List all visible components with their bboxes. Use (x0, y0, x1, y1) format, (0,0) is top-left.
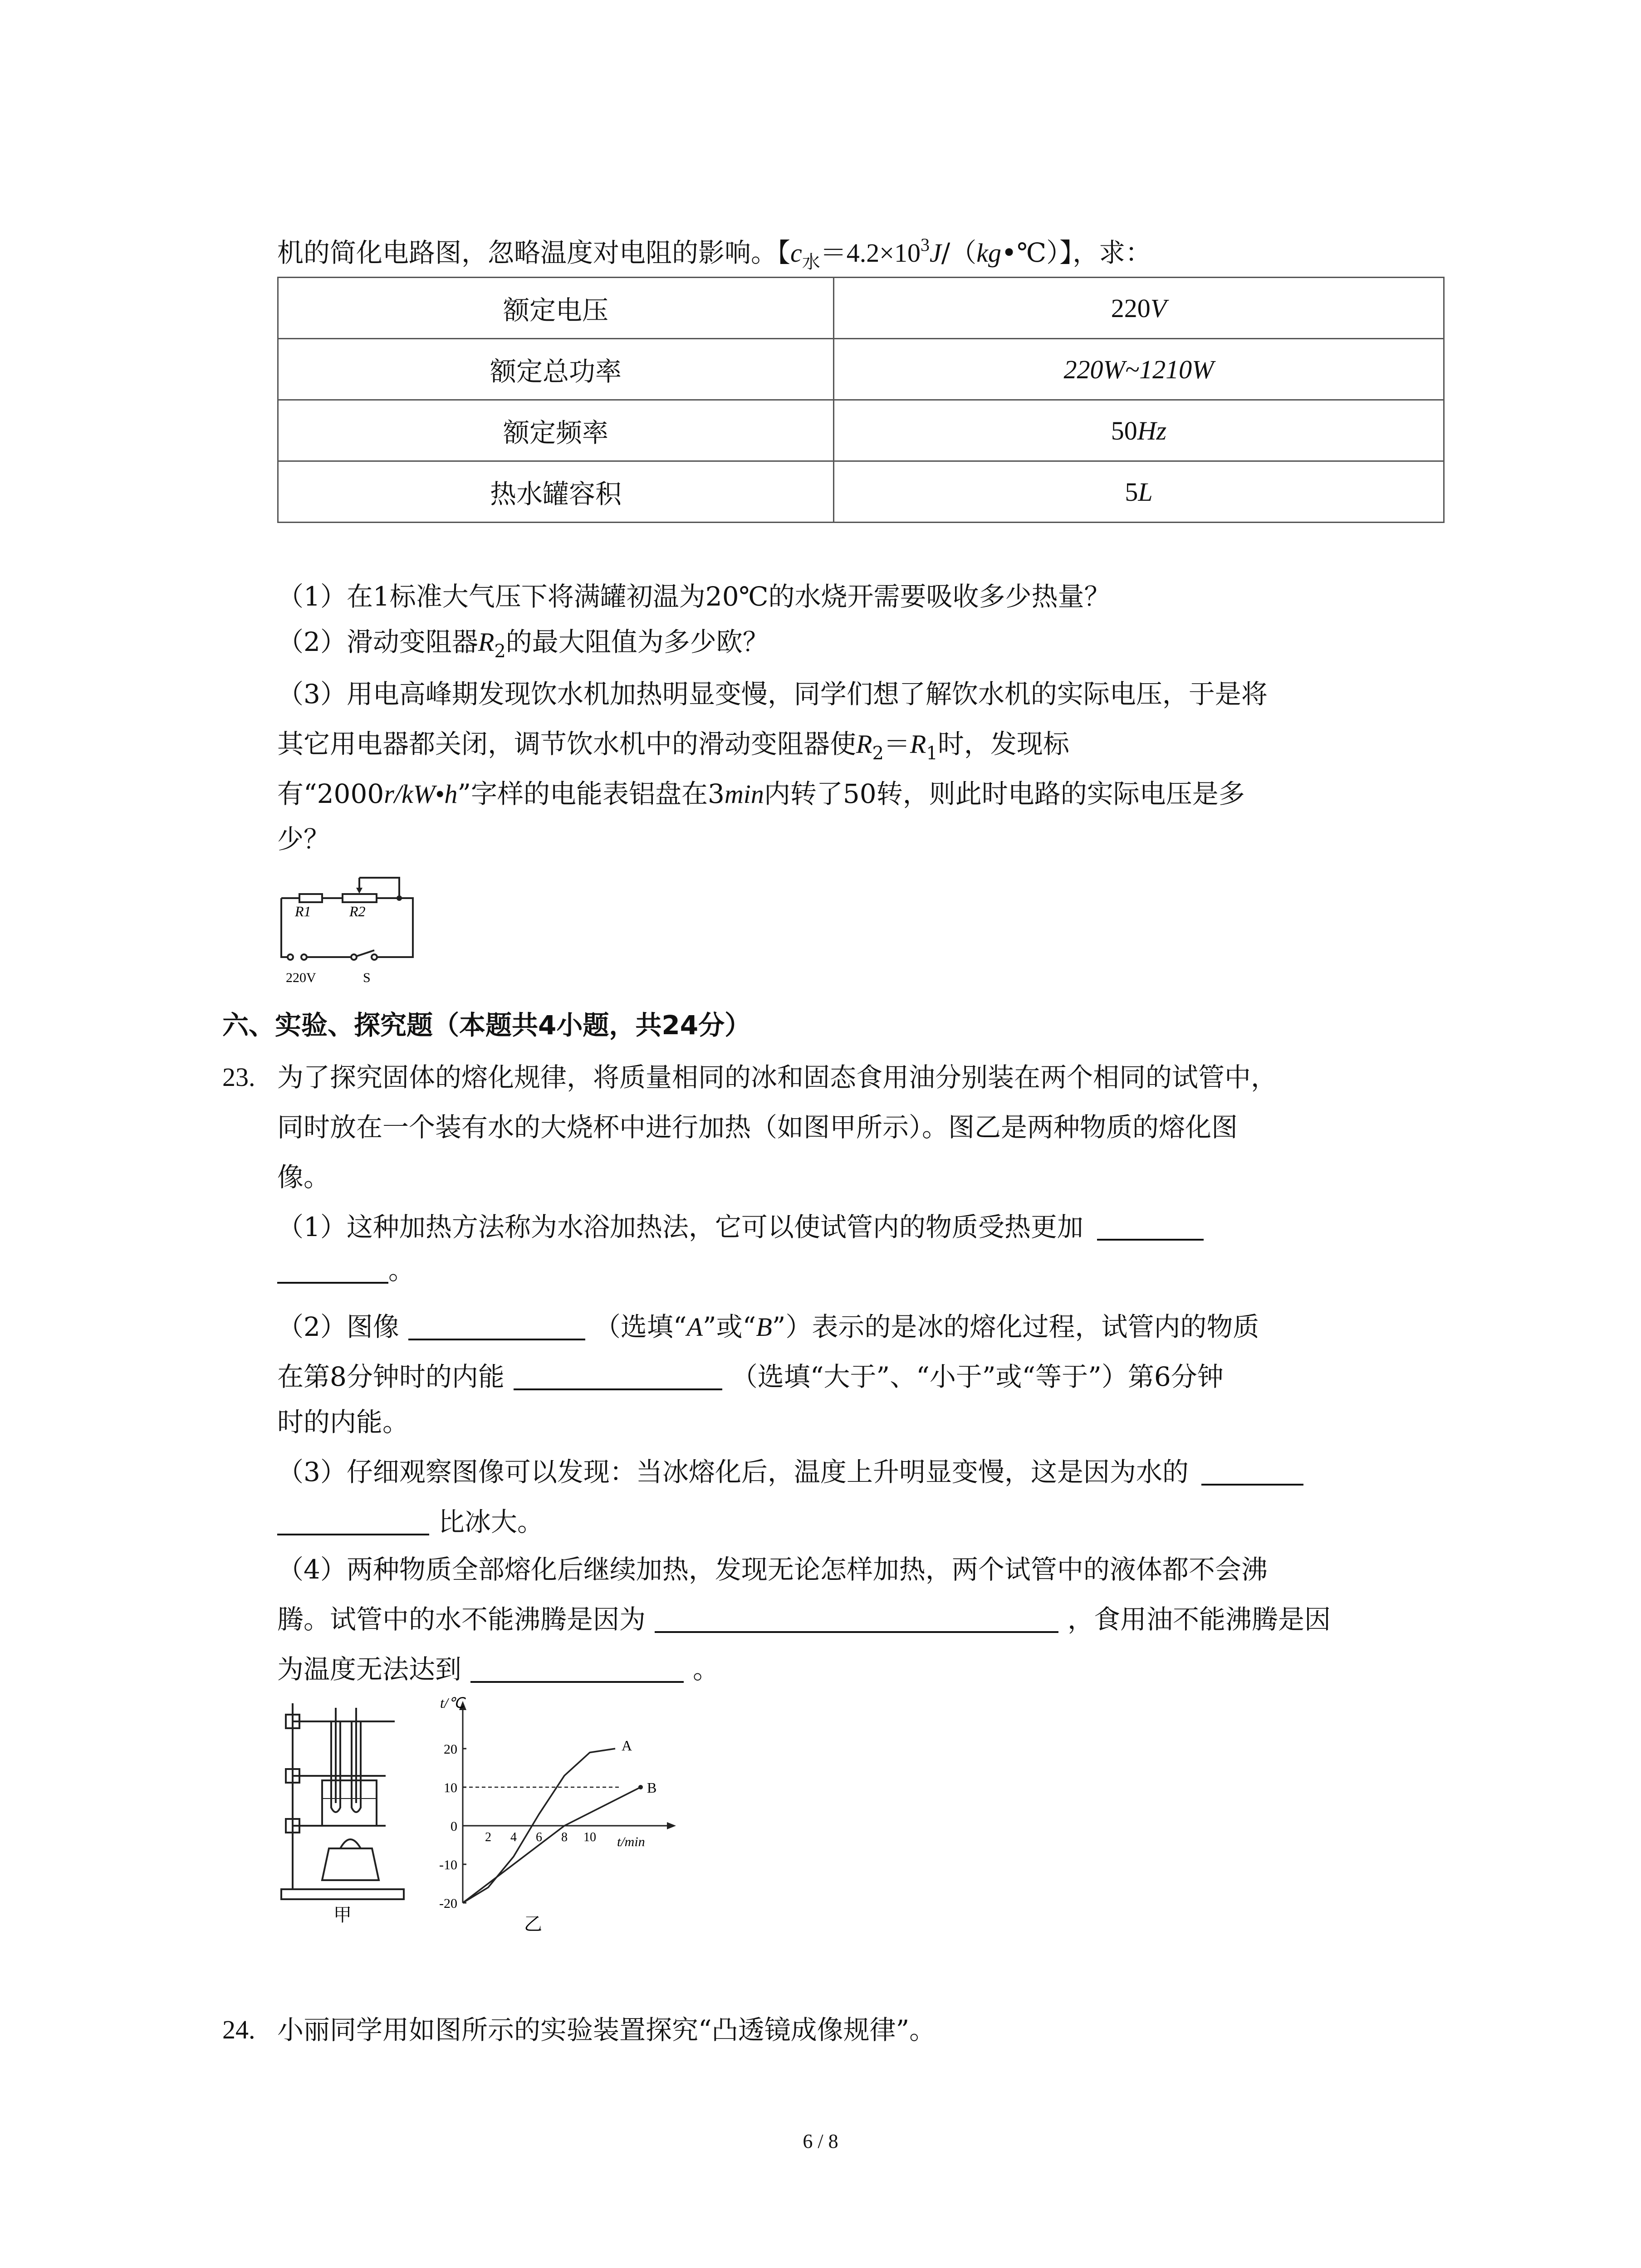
page-number: 6 / 8 (803, 2130, 838, 2152)
y-axis-label: t/℃ (440, 1695, 465, 1711)
answer-blank[interactable] (1097, 1212, 1204, 1241)
q23-part2-line2: 在第8分钟时的内能 （选填“大于”、“小于”或“等于”）第6分钟 (277, 1361, 1224, 1392)
section-heading: 六、实验、探究题（本题共4小题，共24分） (222, 1010, 751, 1041)
q22-part3-line4: 少？ (277, 824, 330, 855)
q23-line3: 像。 (277, 1162, 330, 1193)
q23-line2: 同时放在一个装有水的大烧杯中进行加热（如图甲所示）。图乙是两种物质的熔化图 (277, 1112, 1238, 1143)
q23-part2-line1: （2）图像 （选填“A”或“B”）表示的是冰的熔化过程，试管内的物质 (277, 1311, 1259, 1342)
fig-label-yi: 乙 (524, 1914, 542, 1935)
x-axis-label: t/min (617, 1834, 645, 1849)
q23-part4-line2: 腾。试管中的水不能沸腾是因为 ，食用油不能沸腾是因 (277, 1604, 1331, 1635)
q23-part4-line1: （4）两种物质全部熔化后继续加热，发现无论怎样加热，两个试管中的液体都不会沸 (277, 1554, 1268, 1585)
fig-label-jia: 甲 (333, 1905, 352, 1926)
x-tick-label: 8 (561, 1830, 568, 1844)
x-tick-label: 2 (485, 1830, 491, 1844)
table-cell-value: 50Hz (834, 400, 1444, 461)
apparatus-figure (272, 1694, 417, 1926)
spec-table (277, 277, 1445, 523)
table-cell-label: 额定电压 (278, 278, 834, 339)
x-tick-label: 6 (536, 1830, 542, 1844)
table-cell-label: 额定频率 (278, 400, 834, 461)
series-point-B (638, 1785, 643, 1789)
answer-blank[interactable] (277, 1506, 429, 1535)
q22-part3-line2: 其它用电器都关闭，调节饮水机中的滑动变阻器使$R_2=R_1$时，发现标 (277, 728, 1069, 764)
q23-number: 23. (222, 1062, 255, 1092)
switch-label: S (363, 970, 371, 985)
q23-part3-line2: 比冰大。 (277, 1504, 544, 1540)
q22-part3-line1: （3）用电高峰期发现饮水机加热明显变慢，同学们想了解饮水机的实际电压，于是将 (277, 679, 1268, 709)
source-label: 220V (286, 970, 316, 985)
table-cell-value: 5L (834, 461, 1444, 523)
q22-part2: （2）滑动变阻器$R_2$的最大阻值为多少欧？ (277, 626, 769, 662)
q23-part3-line1: （3）仔细观察图像可以发现：当冰熔化后，温度上升明显变慢，这是因为水的 (277, 1454, 1303, 1490)
r2-label: R2 (349, 903, 366, 919)
table-row (278, 461, 1444, 523)
answer-blank[interactable] (408, 1311, 585, 1340)
y-tick-label: -20 (439, 1896, 457, 1911)
melting-chart (436, 1690, 690, 1935)
table-row (278, 400, 1444, 461)
table-row (278, 278, 1444, 339)
q23-line1: 为了探究固体的熔化规律，将质量相同的冰和固态食用油分别装在两个相同的试管中， (277, 1062, 1278, 1093)
series-label-B: B (647, 1779, 657, 1796)
table-cell-value: 220V (834, 278, 1444, 339)
r1-label: R1 (295, 903, 311, 919)
answer-blank[interactable] (514, 1361, 722, 1390)
y-tick-label: 10 (444, 1780, 457, 1795)
y-tick-label: 20 (444, 1742, 457, 1757)
answer-blank[interactable] (277, 1255, 388, 1284)
table-cell-label: 额定总功率 (278, 339, 834, 400)
series-label-A: A (622, 1737, 632, 1754)
answer-blank[interactable] (1201, 1457, 1303, 1486)
table-cell-value: 220W~1210W (834, 339, 1444, 400)
q23-part1: （1）这种加热方法称为水浴加热法，它可以使试管内的物质受热更加 (277, 1209, 1204, 1245)
q23-part2-line3: 时的内能。 (277, 1407, 409, 1437)
table-cell-label: 热水罐容积 (278, 461, 834, 523)
q23-part1-cont: 。 (277, 1252, 415, 1288)
q22-part1: （1）在1标准大气压下将满罐初温为20℃的水烧开需要吸收多少热量？ (277, 581, 1111, 612)
x-tick-label: 4 (510, 1830, 517, 1844)
q24-number: 24. (222, 2015, 255, 2044)
y-tick-label: -10 (439, 1857, 457, 1872)
q22-part3-line3: 有“2000r/kW•h”字样的电能表铝盘在3min内转了50转，则此时电路的实际电压是多 (277, 778, 1245, 809)
q22-intro: 机的简化电路图，忽略温度对电阻的影响。【$c_水=4.2\times 10^3J/(kg•℃)$】，求： (277, 235, 1152, 273)
table-row (278, 339, 1444, 400)
answer-blank[interactable] (655, 1604, 1058, 1633)
circuit-diagram (272, 860, 426, 996)
x-tick-label: 10 (583, 1830, 596, 1844)
answer-blank[interactable] (470, 1654, 684, 1683)
q23-part4-line3: 为温度无法达到 。 (277, 1654, 720, 1685)
y-tick-label: 0 (451, 1819, 457, 1834)
q24-text: 小丽同学用如图所示的实验装置探究“凸透镜成像规律”。 (277, 2014, 936, 2045)
